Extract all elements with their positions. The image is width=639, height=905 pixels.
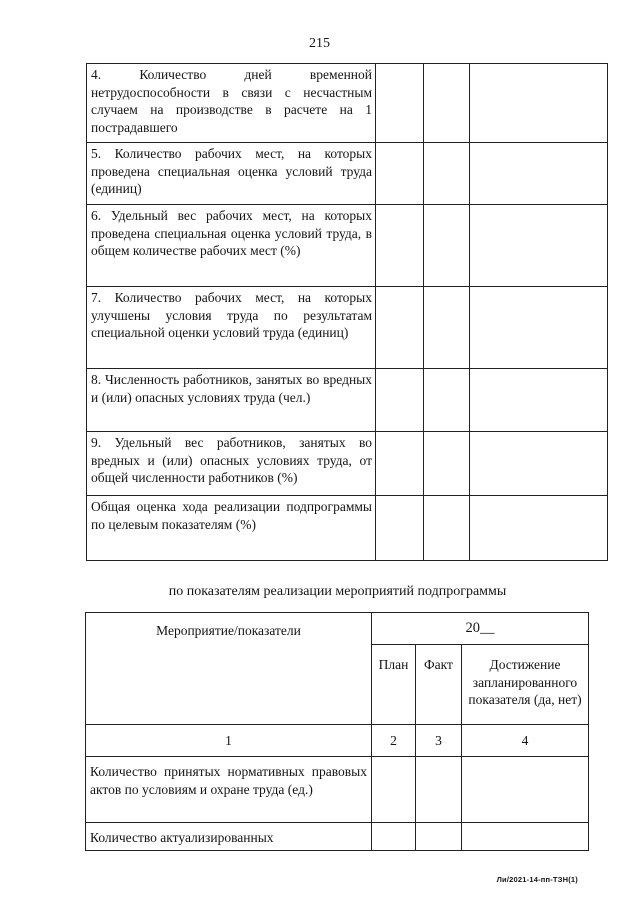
plan-cell bbox=[376, 369, 424, 432]
table-row bbox=[86, 823, 589, 851]
indicator-label: 5. Количество рабочих мест, на которых проведена специальная оценка условий труда (единиц) bbox=[87, 143, 376, 205]
achievement-cell bbox=[470, 369, 608, 432]
achievement-cell bbox=[470, 205, 608, 287]
table-row bbox=[87, 287, 608, 369]
achievement-cell bbox=[470, 496, 608, 561]
fact-cell bbox=[416, 757, 462, 823]
fact-cell bbox=[416, 823, 462, 851]
plan-cell bbox=[372, 823, 416, 851]
indicator-label: 9. Удельный вес работников, занятых во вредных и (или) опасных условиях труда, от общей численности работников (%) bbox=[87, 432, 376, 496]
table-header-row bbox=[86, 613, 589, 645]
achievement-cell bbox=[470, 64, 608, 143]
fact-cell bbox=[424, 205, 470, 287]
column-number: 2 bbox=[372, 725, 416, 757]
achievement-cell bbox=[462, 823, 589, 851]
column-number: 1 bbox=[86, 725, 372, 757]
header-fact: Факт bbox=[416, 645, 462, 725]
fact-cell bbox=[424, 432, 470, 496]
achievement-cell bbox=[470, 143, 608, 205]
indicator-label: 4. Количество дней временной нетрудоспособности в связи с несчастным случаем на производстве в расчете на 1 пострадавшего bbox=[87, 64, 376, 143]
document-code: Ли/2021-14-пп-ТЗН(1) bbox=[496, 875, 578, 884]
fact-cell bbox=[424, 496, 470, 561]
indicator-label: 6. Удельный вес рабочих мест, на которых проведена специальная оценка условий труда, в общем количестве рабочих мест (%) bbox=[87, 205, 376, 287]
fact-cell bbox=[424, 287, 470, 369]
header-year: 20__ bbox=[372, 613, 589, 645]
target-indicators-table bbox=[86, 63, 608, 561]
plan-cell bbox=[372, 757, 416, 823]
header-plan: План bbox=[372, 645, 416, 725]
activity-label: Количество актуализированных bbox=[86, 823, 372, 851]
indicator-label: 7. Количество рабочих мест, на которых улучшены условия труда по результатам специальной оценки условий труда (единиц) bbox=[87, 287, 376, 369]
activity-label: Количество принятых нормативных правовых актов по условиям и охране труда (ед.) bbox=[86, 757, 372, 823]
table-row bbox=[87, 496, 608, 561]
achievement-cell bbox=[462, 757, 589, 823]
plan-cell bbox=[376, 205, 424, 287]
achievement-cell bbox=[470, 432, 608, 496]
table-row bbox=[87, 205, 608, 287]
table-row bbox=[86, 757, 589, 823]
header-activity-indicators: Мероприятие/показатели bbox=[86, 613, 372, 725]
fact-cell bbox=[424, 369, 470, 432]
page-number: 215 bbox=[309, 36, 330, 51]
fact-cell bbox=[424, 64, 470, 143]
indicator-label: 8. Численность работников, занятых во вредных и (или) опасных условиях труда (чел.) bbox=[87, 369, 376, 432]
column-number-row bbox=[86, 725, 589, 757]
table-row bbox=[87, 432, 608, 496]
header-achievement: Достижение запланированного показателя (да, нет) bbox=[462, 645, 589, 725]
indicator-label: Общая оценка хода реализации подпрограммы по целевым показателям (%) bbox=[87, 496, 376, 561]
achievement-cell bbox=[470, 287, 608, 369]
plan-cell bbox=[376, 143, 424, 205]
plan-cell bbox=[376, 496, 424, 561]
table-row bbox=[87, 64, 608, 143]
section-heading: по показателям реализации мероприятий подпрограммы bbox=[168, 584, 507, 599]
table-row bbox=[87, 143, 608, 205]
plan-cell bbox=[376, 287, 424, 369]
activities-table bbox=[85, 612, 589, 851]
table-row bbox=[87, 369, 608, 432]
plan-cell bbox=[376, 432, 424, 496]
plan-cell bbox=[376, 64, 424, 143]
column-number: 4 bbox=[462, 725, 589, 757]
fact-cell bbox=[424, 143, 470, 205]
column-number: 3 bbox=[416, 725, 462, 757]
